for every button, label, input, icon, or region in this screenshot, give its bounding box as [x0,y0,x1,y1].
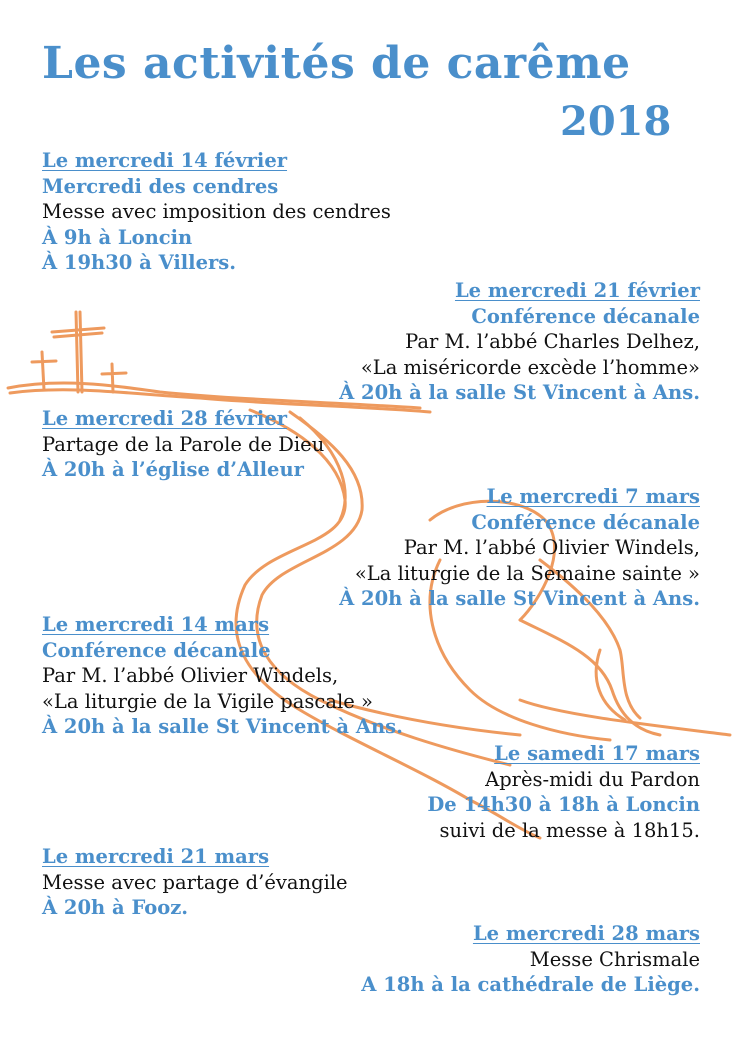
event-speaker: Par M. l’abbé Olivier Windels, [403,536,700,560]
event-gospel-sharing [42,844,348,921]
event-place: De 14h30 à 18h à Loncin [427,793,700,817]
event-place: A 18h à la cathédrale de Liège. [361,973,700,997]
event-date: Le mercredi 14 février [42,149,288,172]
event-place: À 20h à la salle St Vincent à Ans. [339,381,700,405]
event-place: À 20h à l’église d’Alleur [42,458,304,482]
event-date: Le mercredi 28 février [42,407,288,430]
event-description: Messe avec imposition des cendres [42,200,391,224]
event-date: Le mercredi 28 mars [472,922,700,945]
event-date: Le samedi 17 mars [494,742,700,765]
event-place: À 20h à la salle St Vincent à Ans. [42,715,403,739]
event-place: À 19h30 à Villers. [42,251,237,275]
page-title: Les activités de carême [42,38,631,89]
event-pardon [427,741,700,843]
event-topic: «La liturgie de la Semaine sainte » [354,561,700,585]
event-conference-mar14 [42,612,403,740]
event-topic: «La miséricorde excède l’homme» [360,355,700,379]
event-chrism-mass [361,921,700,998]
event-place: À 9h à Loncin [42,225,193,249]
event-description: Après-midi du Pardon [485,767,700,791]
event-date: Le mercredi 14 mars [42,613,270,636]
event-date: Le mercredi 21 février [454,279,700,302]
event-word-sharing [42,406,324,483]
event-speaker: Par M. l’abbé Charles Delhez, [405,330,700,354]
event-topic: «La liturgie de la Vigile pascale » [42,689,373,713]
event-description: Messe avec partage d’évangile [42,870,348,894]
event-name: Mercredi des cendres [42,174,279,198]
event-note: suivi de la messe à 18h15. [439,818,700,842]
event-place: À 20h à Fooz. [42,896,189,920]
event-description: Messe Chrismale [529,947,700,971]
event-date: Le mercredi 21 mars [42,845,270,868]
event-name: Conférence décanale [471,510,700,534]
event-conference-feb21 [339,278,700,406]
event-place: À 20h à la salle St Vincent à Ans. [339,587,700,611]
page-year: 2018 [560,98,672,145]
event-description: Partage de la Parole de Dieu [42,432,325,456]
event-date: Le mercredi 7 mars [486,485,700,508]
event-conference-mar7 [339,484,700,612]
event-ash-wednesday [42,148,391,276]
event-name: Conférence décanale [42,638,271,662]
event-name: Conférence décanale [471,304,700,328]
event-speaker: Par M. l’abbé Olivier Windels, [42,664,339,688]
